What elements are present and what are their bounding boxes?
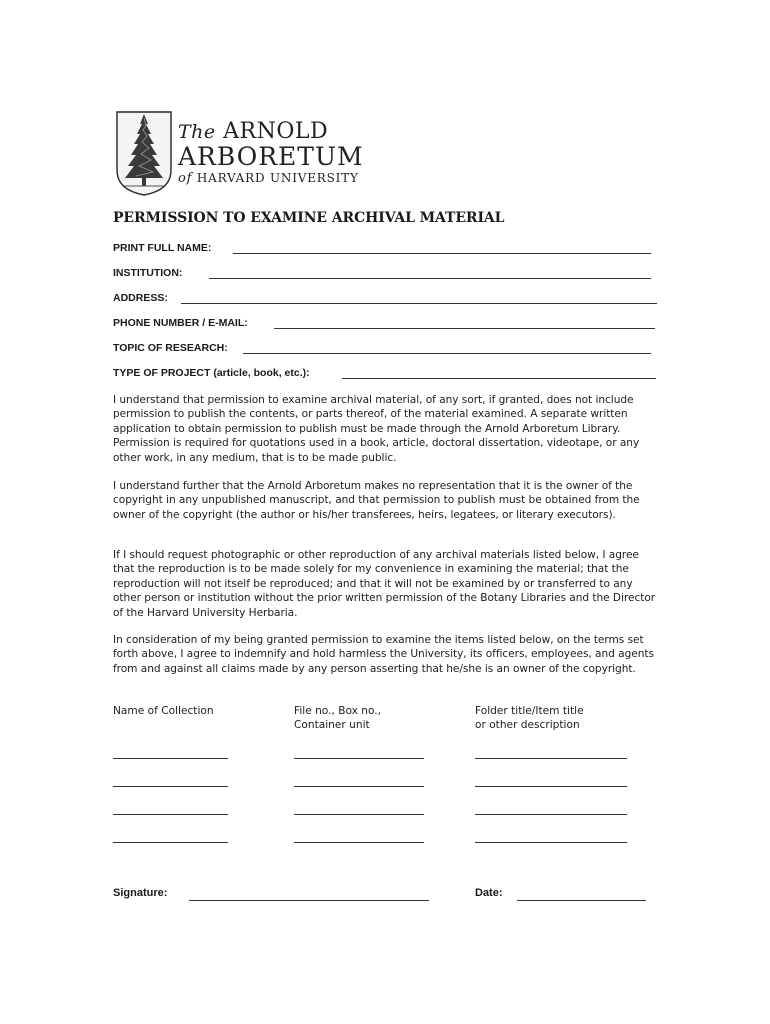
project-type-field[interactable] <box>113 363 656 379</box>
folder-title-header-line2: or other description <box>475 719 580 732</box>
collection-blank-3[interactable] <box>113 814 228 815</box>
file-box-column-header <box>294 704 381 733</box>
phone-email-line[interactable] <box>274 317 655 329</box>
paragraph-publish-permission: I understand that permission to examine archival material, of any sort, if granted, does not include permission to publish the contents, or parts thereof, of the material examined. A separate written application to obtain permission to publish must be made through the Arnold Arboretum Library. Permission is required for quotations used in a book, article, doctoral dissertation, videotape, or any other work, in any medium, that is to be made public. <box>113 394 640 464</box>
file-box-header-line1: File no., Box no., <box>294 705 382 717</box>
topic-field[interactable] <box>113 338 651 354</box>
project-type-label: TYPE OF PROJECT (article, book, etc.): <box>113 367 310 379</box>
folder-title-blank-3[interactable] <box>475 814 627 815</box>
collection-header-text: Name of Collection <box>113 705 214 717</box>
file-box-blank-1[interactable] <box>294 758 424 759</box>
signature-line[interactable] <box>189 900 429 901</box>
arnold-arboretum-logo <box>114 108 374 198</box>
logo-arboretum: ARBORETUM <box>178 142 364 171</box>
address-label: ADDRESS: <box>113 292 168 304</box>
address-field[interactable] <box>113 288 657 304</box>
project-type-line[interactable] <box>342 367 656 379</box>
file-box-blank-3[interactable] <box>294 814 424 815</box>
logo-the: The <box>178 121 216 143</box>
logo-harvard: HARVARD UNIVERSITY <box>196 171 359 185</box>
date-line[interactable] <box>517 900 646 901</box>
folder-title-blank-1[interactable] <box>475 758 627 759</box>
paragraph-indemnify: In consideration of my being granted permission to examine the items listed below, on the terms set forth above, I agree to indemnify and hold harmless the University, its officers, employees, and agents from and against all claims made by any person asserting that he/she is an owner of the copyright. <box>113 634 654 675</box>
folder-title-header-line1: Folder title/Item title <box>475 705 584 717</box>
phone-email-label: PHONE NUMBER / E-MAIL: <box>113 317 248 329</box>
topic-line[interactable] <box>243 342 651 354</box>
file-box-header-line2: Container unit <box>294 719 370 732</box>
full-name-label: PRINT FULL NAME: <box>113 242 212 254</box>
institution-label: INSTITUTION: <box>113 267 183 279</box>
paragraph-copyright: I understand further that the Arnold Arboretum makes no representation that it is the owner of the copyright in any unpublished manuscript, and that permission to publish must be obtained from the owner of the copyright (the author or his/her transferees, heirs, legatees, or literary executors). <box>113 480 640 521</box>
logo-wordmark <box>178 120 364 187</box>
signature-label: Signature: <box>113 887 168 899</box>
institution-field[interactable] <box>113 263 651 279</box>
collection-column-header <box>113 704 214 718</box>
collection-blank-1[interactable] <box>113 758 228 759</box>
address-line[interactable] <box>181 292 657 304</box>
collection-blank-2[interactable] <box>113 786 228 787</box>
full-name-field[interactable] <box>113 238 651 254</box>
paragraph-reproduction: If I should request photographic or other reproduction of any archival materials listed below, I agree that the reproduction is to be made solely for my convenience in examining the material; that the reproduction will not itself be reproduced; and that it will not be examined by or transferred to any other person or institution without the prior written permission of the Botany Libraries and the Director of the Harvard University Herbaria. <box>113 549 656 619</box>
phone-email-field[interactable] <box>113 313 655 329</box>
logo-of: of <box>178 171 193 186</box>
tree-seal-icon <box>114 108 174 196</box>
folder-title-column-header <box>475 704 584 733</box>
folder-title-blank-4[interactable] <box>475 842 627 843</box>
topic-label: TOPIC OF RESEARCH: <box>113 342 228 354</box>
file-box-blank-2[interactable] <box>294 786 424 787</box>
logo-arnold: ARNOLD <box>223 119 329 144</box>
file-box-blank-4[interactable] <box>294 842 424 843</box>
collection-blank-4[interactable] <box>113 842 228 843</box>
folder-title-blank-2[interactable] <box>475 786 627 787</box>
date-label: Date: <box>475 887 503 899</box>
institution-line[interactable] <box>209 267 651 279</box>
full-name-line[interactable] <box>233 242 651 254</box>
document-title: PERMISSION TO EXAMINE ARCHIVAL MATERIAL <box>113 210 505 226</box>
